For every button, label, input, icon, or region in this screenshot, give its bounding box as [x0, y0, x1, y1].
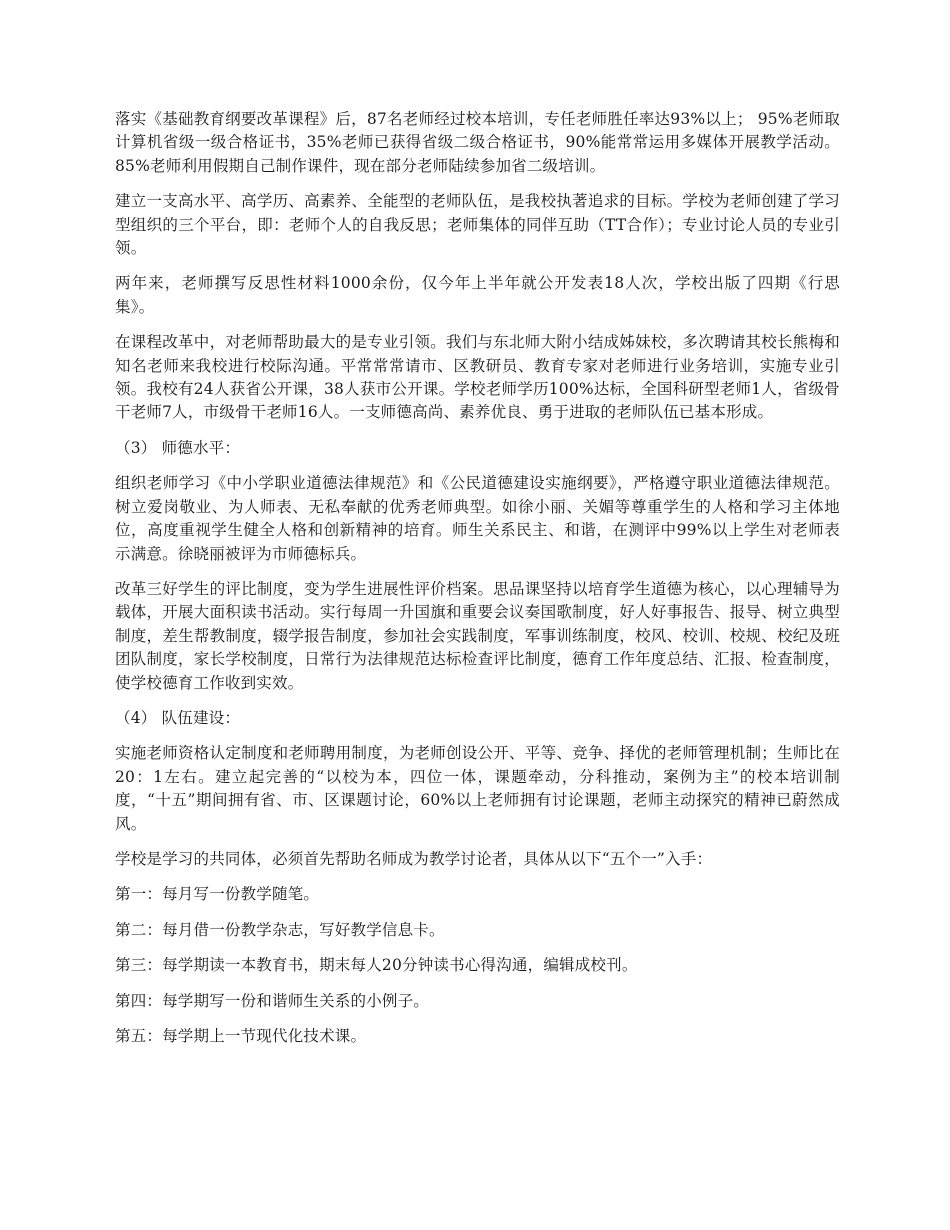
- paragraph-five-ones-intro: 学校是学习的共同体，必须首先帮助名师成为教学讨论者，具体从以下“五个一”入手：: [115, 849, 713, 868]
- paragraph-ethics-study: 组织老师学习《中小学职业道德法律规范》和《公民道德建设实施纲要》，严格遵守职业道德法律规范。树立爱岗敬业、为人师表、无私奉献的优秀老师典型。如徐小丽、关媚等尊重学生的人格和学习主体地位，高度重视学生健全人格和创新精神的培育。师生关系民主、和谐，在测评中99%以上学生对老师表示满意。徐晓丽被评为市师德标兵。: [115, 474, 840, 563]
- list-item: 第一：每月写一份教学随笔。: [115, 885, 320, 904]
- paragraph-student-evaluation: 改革三好学生的评比制度，变为学生进展性评价档案。思品课坚持以培育学生道德为核心，以心理辅导为载体，开展大面积读书活动。实行每周一升国旗和重要会议奏国歌制度，好人好事报告、报导、树立典型制度，差生帮教制度，辍学报告制度，参加社会实践制度，军事训练制度，校风、校训、校规、校纪及班团队制度，家长学校制度，日常行为法律规范达标检查评比制度，德育工作年度总结、汇报、检查制度，使学校德育工作收到实效。: [115, 579, 840, 692]
- document-page: [115, 108, 840, 1060]
- section-heading-ethics: （3） 师德水平：: [115, 438, 241, 457]
- paragraph-teacher-team: 建立一支高水平、高学历、高素养、全能型的老师队伍，是我校执著追求的目标。学校为老师创建了学习型组织的三个平台，即：老师个人的自我反思；老师集体的同伴互助（TT合作）；专业讨论人员的专业引领。: [115, 192, 840, 258]
- paragraph-professional-guidance: 在课程改革中，对老师帮助最大的是专业引领。我们与东北师大附小结成姊妹校，多次聘请其校长熊梅和知名老师来我校进行校际沟通。平常常常请市、区教研员、教育专家对老师进行业务培训，实施专业引领。我校有24人获省公开课，38人获市公开课。学校老师学历100%达标，全国科研型老师1人，省级骨干老师7人，市级骨干老师16人。一支师德高尚、素养优良、勇于进取的老师队伍已基本形成。: [115, 333, 840, 422]
- paragraph-reflection-materials: 两年来，老师撰写反思性材料1000余份，仅今年上半年就公开发表18人次，学校出版了四期《行思集》。: [115, 274, 840, 316]
- section-heading-team-building: （4） 队伍建设：: [115, 708, 241, 727]
- list-item: 第三：每学期读一本教育书，期末每人20分钟读书心得沟通，编辑成校刊。: [115, 956, 638, 975]
- list-item: 第四：每学期写一份和谐师生关系的小例子。: [115, 991, 430, 1010]
- list-item: 第五：每学期上一节现代化技术课。: [115, 1027, 367, 1045]
- paragraph-teacher-training: 落实《基础教育纲要改革课程》后，87名老师经过校本培训，专任老师胜任率达93%以上； 95%老师取计算机省级一级合格证书，35%老师已获得省级二级合格证书，90%能常常运用多媒体开展教学活动。85%老师利用假期自己制作课件，现在部分老师陆续参加省二级培训。: [115, 110, 840, 175]
- list-item: 第二：每月借一份教学杂志，写好教学信息卡。: [115, 920, 445, 939]
- paragraph-qualification-system: 实施老师资格认定制度和老师聘用制度，为老师创设公开、平等、竞争、择优的老师管理机制；生师比在20：1左右。建立起完善的“以校为本，四位一体，课题牵动，分科推动，案例为主”的校本培训制度，“十五”期间拥有省、市、区课题讨论，60%以上老师拥有讨论课题，老师主动探究的精神已蔚然成风。: [115, 744, 840, 833]
